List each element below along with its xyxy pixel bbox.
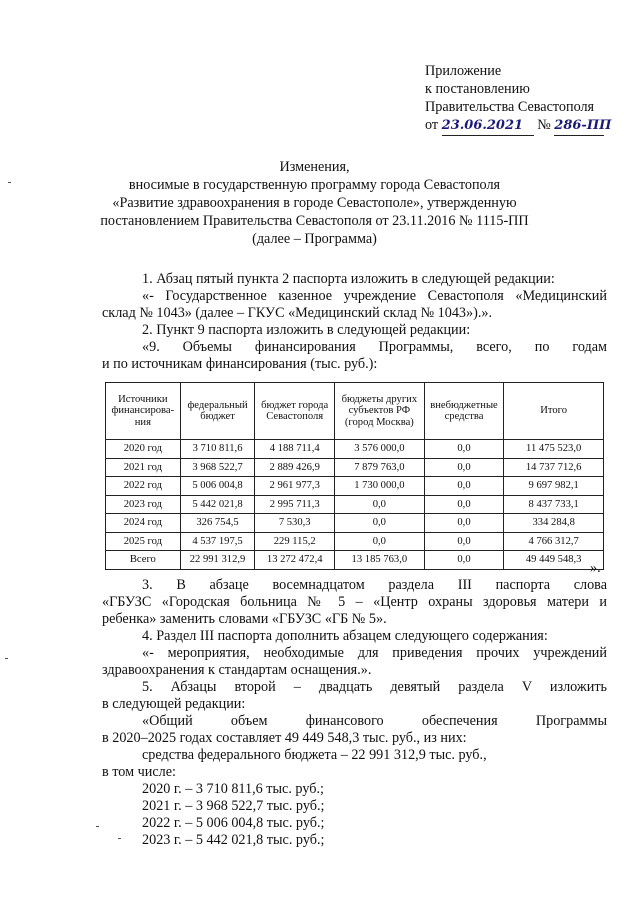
annex-number-field [554,116,612,136]
quote-including: в том числе: [102,764,176,780]
table-cell: 3 576 000,0 [335,440,425,459]
scan-speck [96,826,99,827]
table-cell: 9 697 982,1 [504,477,604,496]
table-cell: 3 968 522,7 [180,458,255,477]
table-row-total [106,551,604,570]
document-title [0,158,629,248]
table-cell: 4 766 312,7 [504,532,604,551]
table-cell: 5 006 004,8 [180,477,255,496]
quote-total-b: в 2020–2025 годах составляет 49 449 548,3 тыс. руб., из них: [102,730,467,746]
table-row [106,514,604,533]
table-row [106,440,604,459]
annex-date-field [442,116,534,136]
table-row [106,532,604,551]
item-2-quote-b: и по источникам финансирования (тыс. руб.): [102,356,378,372]
annex-line-3: Правительства Севастополя [425,99,595,115]
table-cell: 13 272 472,4 [255,551,335,570]
table-cell: 8 437 733,1 [504,495,604,514]
item-2: 2. Пункт 9 паспорта изложить в следующей редакции: [142,322,471,338]
table-row [106,495,604,514]
item-3-c: ребенка» заменить словами «ГБУЗС «ГБ № 5». [102,611,387,627]
table-cell: 5 442 021,8 [180,495,255,514]
annex-date: 23.06.2021 [441,118,524,133]
item-1-quote-b: склад № 1043» (далее – ГКУС «Медицинский склад № 1043»).». [102,305,493,321]
table-cell: 49 449 548,3 [504,551,604,570]
table-row [106,477,604,496]
table-cell: 14 737 712,6 [504,458,604,477]
scan-speck [118,838,121,839]
item-2-quote-a: «9. Объемы финансирования Программы, всего, по годам [142,339,607,355]
quote-federal: средства федерального бюджета – 22 991 312,9 тыс. руб., [142,747,487,763]
scan-speck [8,182,11,183]
annex-line-1: Приложение [425,63,502,79]
table-cell: 326 754,5 [180,514,255,533]
header-total: Итого [504,383,604,440]
table-cell: 2020 год [106,440,181,459]
financing-table [105,382,604,570]
table-cell: 0,0 [424,458,504,477]
annex-from-label: от [425,117,439,133]
annex-date-line [425,116,612,136]
quote-total-a: «Общий объем финансового обеспечения Программы [142,713,607,729]
table-cell: 2025 год [106,532,181,551]
table-cell: 13 185 763,0 [335,551,425,570]
table-cell: 22 991 312,9 [180,551,255,570]
item-4-quote-b: здравоохранения к стандартам оснащения.». [102,662,372,678]
table-cell: 0,0 [424,495,504,514]
item-1-quote-a: «- Государственное казенное учреждение Севастополя «Медицинский [142,288,607,304]
item-5-a: 5. Абзацы второй – двадцать девятый раздела V изложить [142,679,607,695]
section-items-3-5 [102,577,607,849]
table-cell: 0,0 [335,495,425,514]
year-2021: 2021 г. – 3 968 522,7 тыс. руб.; [142,798,325,814]
year-2020: 2020 г. – 3 710 811,6 тыс. руб.; [142,781,324,797]
table-cell: Всего [106,551,181,570]
table-cell: 7 879 763,0 [335,458,425,477]
title-line-4: постановлением Правительства Севастополя от 23.11.2016 № 1115-ПП [100,213,529,229]
item-5-b: в следующей редакции: [102,696,246,712]
table-cell: 2023 год [106,495,181,514]
table-cell: 2 961 977,3 [255,477,335,496]
table-cell: 0,0 [424,532,504,551]
title-line-3: «Развитие здравоохранения в городе Севастополе», утвержденную [112,195,517,211]
year-2023: 2023 г. – 5 442 021,8 тыс. руб.; [142,832,325,848]
item-3-a: 3. В абзаце восемнадцатом раздела III паспорта слова [142,577,607,593]
title-line-5: (далее – Программа) [252,231,377,247]
table-cell: 0,0 [424,477,504,496]
header-extra-budget: внебюджетные средства [424,383,504,440]
title-line-1: Изменения, [279,159,350,175]
table-cell: 0,0 [335,514,425,533]
table-cell: 4 188 711,4 [255,440,335,459]
table-header-row [106,383,604,440]
table-row [106,458,604,477]
table-cell: 2022 год [106,477,181,496]
table-cell: 0,0 [424,514,504,533]
table-cell: 11 475 523,0 [504,440,604,459]
table-cell: 2024 год [106,514,181,533]
annex-number: 286-ПП [554,118,612,133]
annex-line-2: к постановлению [425,81,530,97]
table-cell: 0,0 [335,532,425,551]
table-close-quote: ». [590,560,601,576]
table-cell: 7 530,3 [255,514,335,533]
table-cell: 4 537 197,5 [180,532,255,551]
annex-block [425,62,612,136]
table-cell: 2021 год [106,458,181,477]
item-4-quote-a: «- мероприятия, необходимые для приведения прочих учреждений [142,645,607,661]
item-4: 4. Раздел III паспорта дополнить абзацем следующего содержания: [142,628,548,644]
table-cell: 2 995 711,3 [255,495,335,514]
year-2022: 2022 г. – 5 006 004,8 тыс. руб.; [142,815,325,831]
header-other-subjects: бюджеты других субъектов РФ (город Москва) [335,383,425,440]
header-federal: федеральный бюджет [180,383,255,440]
table-cell: 0,0 [424,551,504,570]
item-3-b: «ГБУЗС «Городская больница № 5 – «Центр охраны здоровья матери и [102,594,607,610]
table-cell: 1 730 000,0 [335,477,425,496]
header-sources: Источники финансирова-ния [106,383,181,440]
table-cell: 0,0 [424,440,504,459]
scan-speck [5,658,8,659]
table-cell: 3 710 811,6 [180,440,255,459]
item-1: 1. Абзац пятый пункта 2 паспорта изложить в следующей редакции: [142,271,555,287]
section-items-1-2 [102,271,607,373]
table-cell: 334 284,8 [504,514,604,533]
table-cell: 2 889 426,9 [255,458,335,477]
title-line-2: вносимые в государственную программу города Севастополя [128,177,501,193]
table-cell: 229 115,2 [255,532,335,551]
header-city: бюджет города Севастополя [255,383,335,440]
annex-number-label: № [537,117,551,133]
